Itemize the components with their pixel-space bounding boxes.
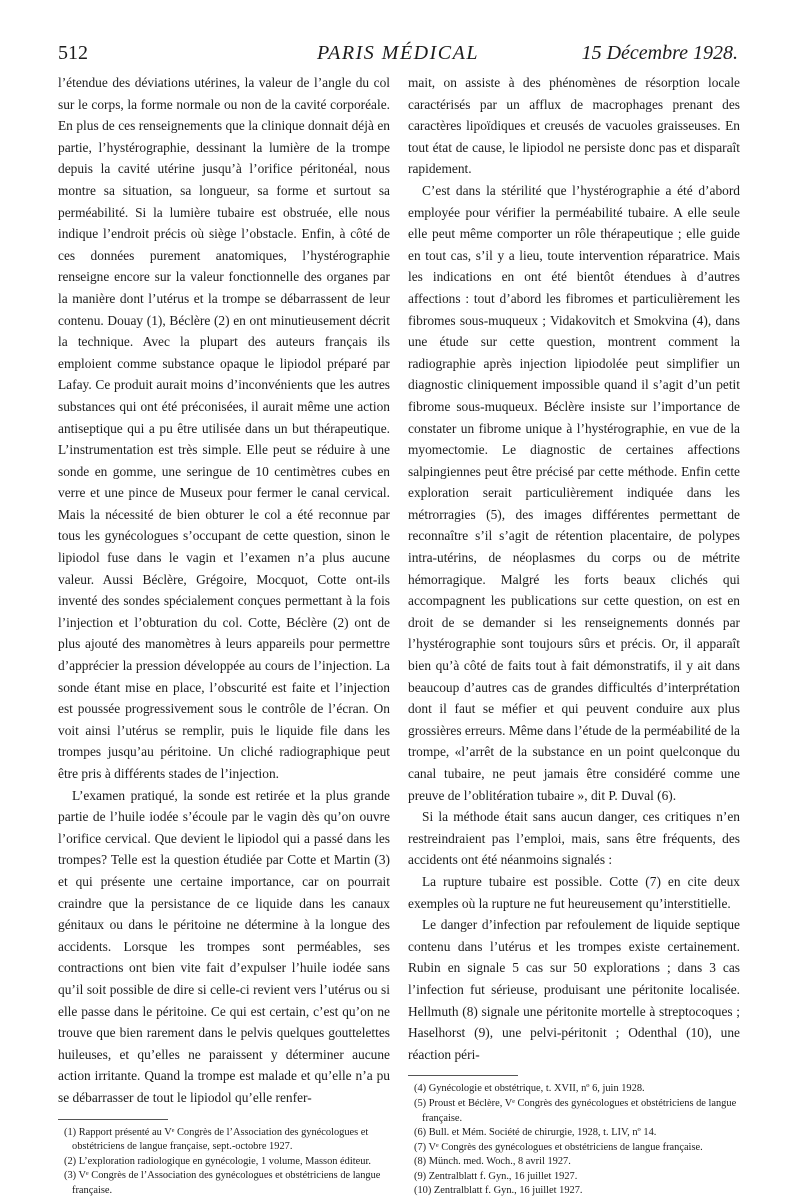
footnotes: [58, 1126, 390, 1199]
footnote: (7) Vᵉ Congrès des gynécologues et obstétriciens de langue française.: [414, 1141, 703, 1153]
body-paragraph: mait, on assiste à des phénomènes de résorption locale caractérisés par un afflux de macrophages prenant des caractères lipoïdiques et creusés de vacuoles graisseuses. En tout état de cause, le lipiodol ne persiste donc pas et disparaît rapidement.: [408, 75, 740, 177]
footnote: (8) Münch. med. Woch., 8 avril 1927.: [414, 1156, 571, 1168]
body-paragraph: La rupture tubaire est possible. Cotte (7) en cite deux exemples où la rupture ne fut heureusement qu’interstitielle.: [408, 873, 740, 911]
right-column: [408, 72, 740, 1199]
footnote-divider: [58, 1119, 168, 1120]
page-number: 512: [58, 42, 88, 64]
issue-date: 15 Décembre 1928.: [581, 42, 738, 64]
footnote: (6) Bull. et Mém. Société de chirurgie, 1928, t. LIV, nº 14.: [414, 1127, 657, 1139]
footnote: (2) L’exploration radiologique en gynécologie, 1 volume, Masson éditeur.: [64, 1155, 371, 1167]
footnote: (4) Gynécologie et obstétrique, t. XVII, nº 6, juin 1928.: [414, 1083, 645, 1095]
body-paragraph: C’est dans la stérilité que l’hystérographie a été d’abord employée pour vérifier la perméabilité tubaire. A elle seule elle peut même comporter un rôle thérapeutique ; elle guide en tout cas, s’il y a lieu, toute intervention réparatrice. Mais les indications en ont été bientôt étendues à d’autres affections : tout d’abord les fibromes et particulièrement les fibromes sous-muqueux ; Vidakovitch et Smokvina (4), dans une étude sur cette question, montrent comment la radiographie après injection lipiodolée peut simplifier un diagnostic cliniquement impossible quand il s’agit d’un petit fibrome sous-muqueux. Béclère insiste sur l’importance de constater un fibrome unique à l’hystérographie, en vue de la myomectomie. Le diagnostic de certaines affections salpingiennes peut être précisé par cette méthode. Enfin cette exploration serait particulièrement indiquée dans les métrorragies (5), des images différentes permettant de reconnaître s’il s’agit de rétention placentaire, de polypes intra-utérins, de néoplasmes du corps ou de métrite hémorragique. Malgré les forts beaux clichés qui accompagnent les publications sur cette question, on est en droit de se demander si les renseignements donnés par l’hystérographie sont toujours sûrs et précis. Or, il apparaît bien qu’à côté de faits tout à fait démonstratifs, il y ait dans beaucoup d’autres cas de grandes difficultés d’interprétation dont il faut se méfier et qui peuvent conduire aux plus grossières erreurs. Même dans l’étude de la perméabilité de la trompe, «l’arrêt de la substance en un point quelconque du canal tubaire, ne peut jamais être considéré comme une preuve de l’oblitération tubaire », dit P. Duval (6).: [408, 182, 740, 803]
footnotes: [408, 1082, 740, 1199]
body-paragraph: Si la méthode était sans aucun danger, ces critiques n’en restreindraient pas l’emploi, mais, sans être fréquents, des accidents ont été néanmoins signalés :: [408, 809, 740, 868]
footnote-divider: [408, 1075, 518, 1076]
page-header: [58, 42, 738, 72]
footnote: (1) Rapport présenté au Vᵉ Congrès de l’Association des gynécologues et obstétriciens de langue française, sept.-octobre 1927.: [64, 1126, 369, 1153]
footnote: (3) Vᵉ Congrès de l’Association des gynécologues et obstétriciens de langue française.: [64, 1170, 381, 1196]
footnote: (5) Proust et Béclère, Vᵉ Congrès des gynécologues et obstétriciens de langue française.: [414, 1097, 737, 1124]
left-column: [58, 72, 390, 1198]
footnote: (9) Zentralblatt f. Gyn., 16 juillet 1927.: [414, 1170, 578, 1182]
footnote: (10) Zentralblatt f. Gyn., 16 juillet 1927.: [414, 1185, 583, 1197]
body-paragraph: Le danger d’infection par refoulement de liquide septique contenu dans l’utérus et les trompes existe certainement. Rubin en signale 5 cas sur 50 explorations ; dans 3 cas l’infection fut sérieuse, produisant une péritonite localisée. Hellmuth (8) signale une péritonite mortelle à streptocoques ; Haselhorst (9), une pelvi-péritonit ; Odenthal (10), une réaction péri-: [408, 917, 740, 1062]
journal-title: PARIS MÉDICAL: [317, 42, 479, 64]
body-paragraph: l’étendue des déviations utérines, la valeur de l’angle du col sur le corps, la forme normale ou non de la cavité corporéale. En plus de ces renseignements que la clinique donnait déjà en partie, l’hystérographie, dessinant la lumière de la trompe depuis la cavité utérine jusqu’à l’orifice péritonéal, nous montre sa situation, sa longueur, sa forme et surtout sa perméabilité. Si la lumière tubaire est obstruée, elle nous indique l’endroit précis où siège l’obstacle. Enfin, à côté de ces données purement anatomiques, l’hystérographie renseigne encore sur la valeur fonctionnelle des organes par la manière dont l’utérus et la trompe se débarrassent de leur contenu. Douay (1), Béclère (2) en ont minutieusement décrit la technique. Avec la plupart des auteurs français ils emploient comme substance opaque le lipiodol préparé par Lafay. Ce produit aurait moins d’inconvénients que les autres substances qui ont été préconisées, il aurait même une action antiseptique qui a pu être utilisée dans un but thérapeutique. L’instrumentation est très simple. Elle peut se réduire à une sonde en gomme, une seringue de 10 centimètres cubes en verre et une pince de Museux pour fermer le canal cervical. Mais la nécessité de bien obturer le col a été reconnue par tous les gynécologues s’occupant de cette question, sinon le lipiodol fuse dans le vagin et l’examen n’a plus aucune valeur. Aussi Béclère, Grégoire, Mocquot, Cotte ont-ils inventé des sondes spécialement conçues permettant à la fois l’injection et l’obturation du col. Cotte, Béclère (2) ont de plus ajouté des manomètres à leurs appareils pour permettre d’apprécier la pression développée au cours de l’injection. La sonde étant mise en place, l’obscurité est faite et l’injection est poussée progressivement sous le contrôle de l’écran. On voit ainsi l’utérus se remplir, puis le liquide file dans les trompes jusqu’au péritoine. Un cliché radiographique peut être pris à différents stades de l’injection.: [58, 75, 390, 781]
body-paragraph: L’examen pratiqué, la sonde est retirée et la plus grande partie de l’huile iodée s’écoule par le vagin dès qu’on ouvre l’orifice cervical. Que devient le lipiodol qui a passé dans les trompes? Telle est la question étudiée par Cotte et Martin (3) et qui présente une certaine importance, car on pourrait craindre que la persistance de ce liquide dans les canaux génitaux ou dans le péritoine ne détermine à la longue des accidents. Lorsque les trompes sont perméables, ses contractions ont bien vite fait d’expulser l’huile iodée sans qu’il soit possible de dire si celle-ci revient vers l’utérus ou si elle passe dans le péritoine. Ce qui est certain, c’est qu’on ne trouve que bien rarement dans le pelvis quelques gouttelettes huileuses, et qu’elles ne paraissent y déterminer aucune action irritante. Quand la trompe est malade et qu’elle n’a pu se débarrasser de tout le lipiodol qu’elle renfer-: [58, 787, 390, 1105]
